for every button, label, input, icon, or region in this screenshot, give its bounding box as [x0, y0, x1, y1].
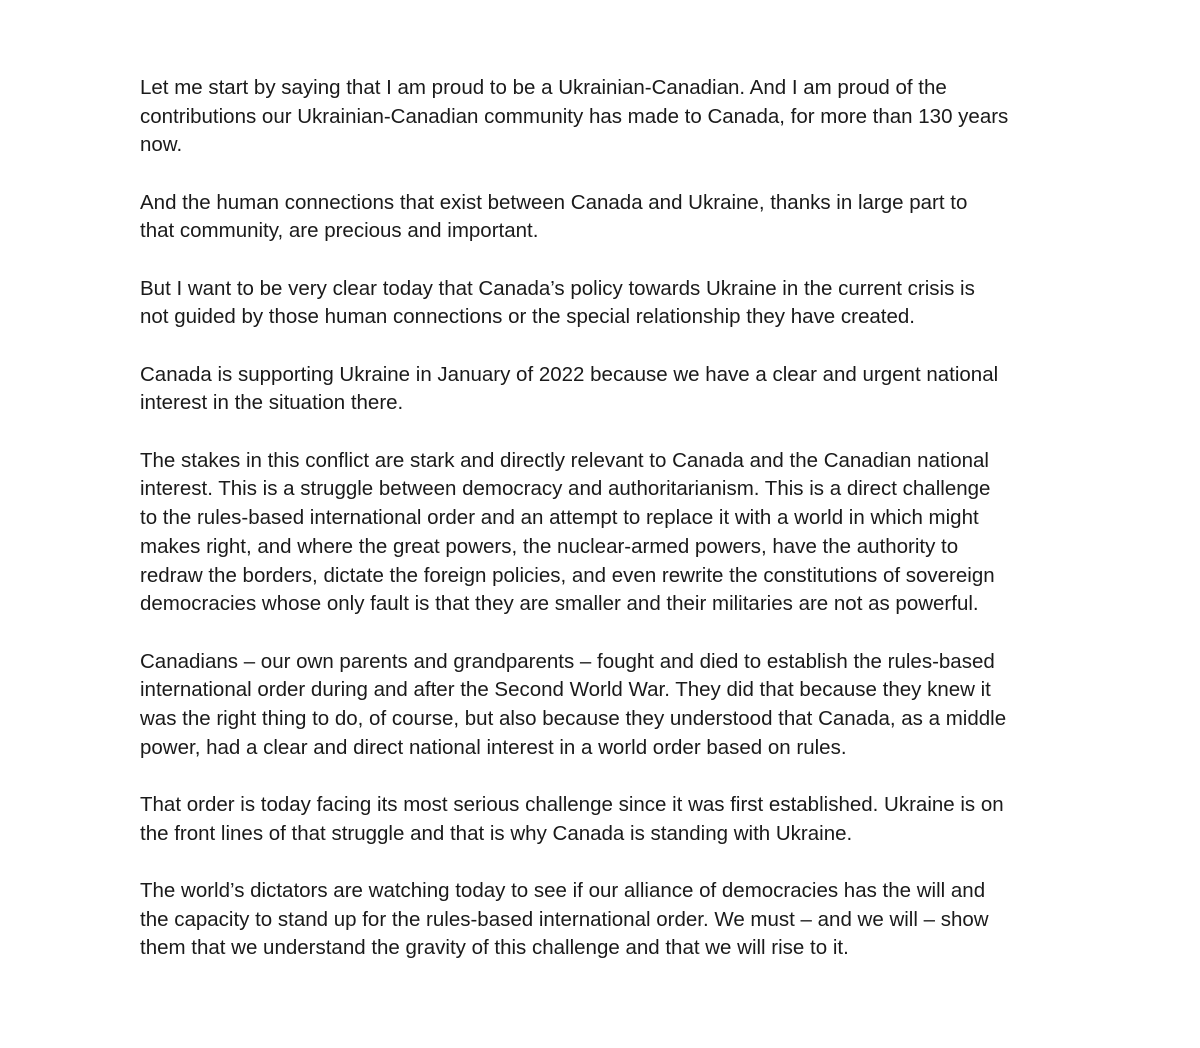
paragraph-6 [140, 648, 1080, 763]
text-line: that community, are precious and important. [140, 219, 539, 243]
text-line: That order is today facing its most serious challenge since it was first established. Ukraine is on [140, 792, 1004, 816]
text-line: democracies whose only fault is that they are smaller and their militaries are not as powerful. [140, 592, 979, 616]
paragraph-4 [140, 361, 1080, 418]
text-line: was the right thing to do, of course, but also because they understood that Canada, as a middle [140, 706, 1007, 730]
text-line: Canadians – our own parents and grandparents – fought and died to establish the rules-based [140, 649, 995, 673]
paragraph-8 [140, 877, 1080, 963]
text-line: But I want to be very clear today that Canada’s policy towards Ukraine in the current crisis is [140, 276, 975, 300]
text-line: not guided by those human connections or the special relationship they have created. [140, 305, 915, 329]
paragraph-3 [140, 275, 1080, 332]
text-line: the front lines of that struggle and that is why Canada is standing with Ukraine. [140, 821, 853, 845]
text-line: Let me start by saying that I am proud to be a Ukrainian-Canadian. And I am proud of the [140, 76, 947, 99]
text-line: the capacity to stand up for the rules-based international order. We must – and we will – show [140, 907, 989, 931]
text-line: power, had a clear and direct national interest in a world order based on rules. [140, 735, 847, 759]
text-line: international order during and after the Second World War. They did that because they knew it [140, 678, 991, 702]
text-line: to the rules-based international order and an attempt to replace it with a world in which might [140, 506, 979, 530]
paragraph-2 [140, 189, 1080, 246]
paragraph-7 [140, 791, 1080, 848]
document-body [140, 74, 1080, 992]
text-line: interest. This is a struggle between democracy and authoritarianism. This is a direct challenge [140, 477, 991, 501]
text-line: contributions our Ukrainian-Canadian community has made to Canada, for more than 130 years [140, 104, 1009, 128]
text-line: Canada is supporting Ukraine in January of 2022 because we have a clear and urgent national [140, 362, 999, 386]
paragraph-5 [140, 447, 1080, 619]
text-line: And the human connections that exist between Canada and Ukraine, thanks in large part to [140, 190, 968, 214]
text-line: The world’s dictators are watching today to see if our alliance of democracies has the will and [140, 878, 986, 902]
text-line: makes right, and where the great powers, the nuclear-armed powers, have the authority to [140, 534, 959, 558]
text-line: redraw the borders, dictate the foreign policies, and even rewrite the constitutions of sovereign [140, 563, 995, 587]
paragraph-1 [140, 74, 1080, 160]
text-line: The stakes in this conflict are stark and directly relevant to Canada and the Canadian national [140, 448, 989, 472]
text-line: now. [140, 133, 183, 157]
text-line: them that we understand the gravity of this challenge and that we will rise to it. [140, 936, 849, 960]
text-line: interest in the situation there. [140, 391, 404, 415]
